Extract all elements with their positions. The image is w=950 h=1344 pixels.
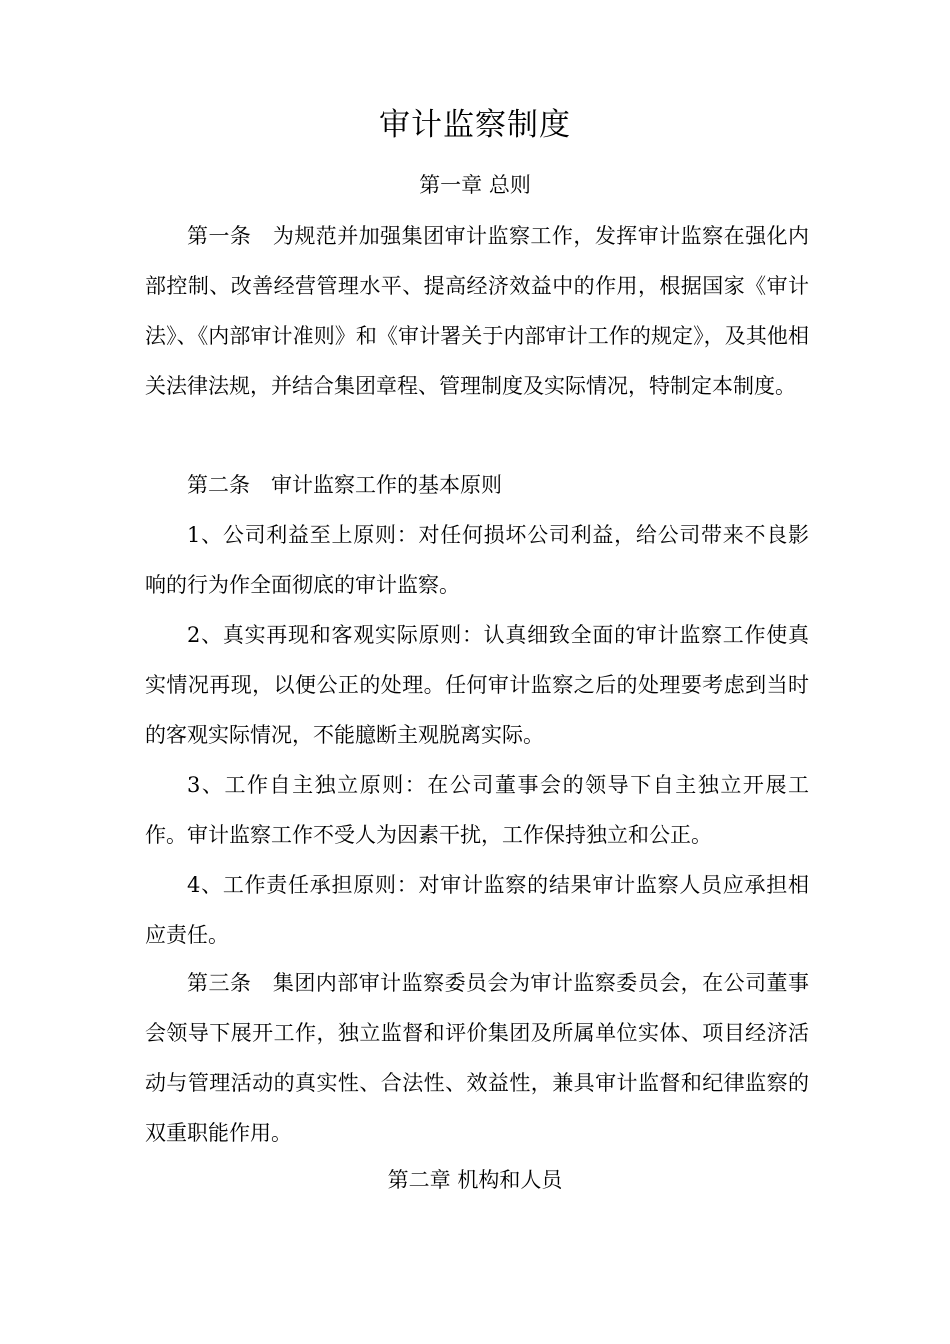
article-2-heading: 第二条 审计监察工作的基本原则 [187, 473, 502, 497]
principle-1: 1、公司利益至上原则：对任何损坏公司利益，给公司带来不良影响的行为作全面彻底的审计监察。 [145, 523, 809, 597]
chapter-heading-2: 第二章 机构和人员 [387, 1168, 563, 1192]
principle-4: 4、工作责任承担原则：对审计监察的结果审计监察人员应承担相应责任。 [145, 873, 809, 947]
article-block-1 [145, 211, 809, 411]
article-block-2 [145, 460, 809, 960]
chapter-heading-1: 第一章 总则 [419, 173, 531, 197]
document-title: 审计监察制度 [379, 107, 571, 143]
principle-3: 3、工作自主独立原则：在公司董事会的领导下自主独立开展工作。审计监察工作不受人为因素干扰，工作保持独立和公正。 [145, 773, 809, 847]
principle-2: 2、真实再现和客观实际原则：认真细致全面的审计监察工作使真实情况再现，以便公正的处理。任何审计监察之后的处理要考虑到当时的客观实际情况，不能臆断主观脱离实际。 [145, 623, 809, 747]
article-1: 第一条 为规范并加强集团审计监察工作，发挥审计监察在强化内部控制、改善经营管理水平、提高经济效益中的作用，根据国家《审计法》、《内部审计准则》和《审计署关于内部审计工作的规定》，及其他相关法律法规，并结合集团章程、管理制度及实际情况，特制定本制度。 [145, 224, 809, 398]
article-block-3 [145, 958, 809, 1158]
article-3: 第三条 集团内部审计监察委员会为审计监察委员会，在公司董事会领导下展开工作，独立监督和评价集团及所属单位实体、项目经济活动与管理活动的真实性、合法性、效益性，兼具审计监督和纪律监察的双重职能作用。 [145, 971, 809, 1145]
